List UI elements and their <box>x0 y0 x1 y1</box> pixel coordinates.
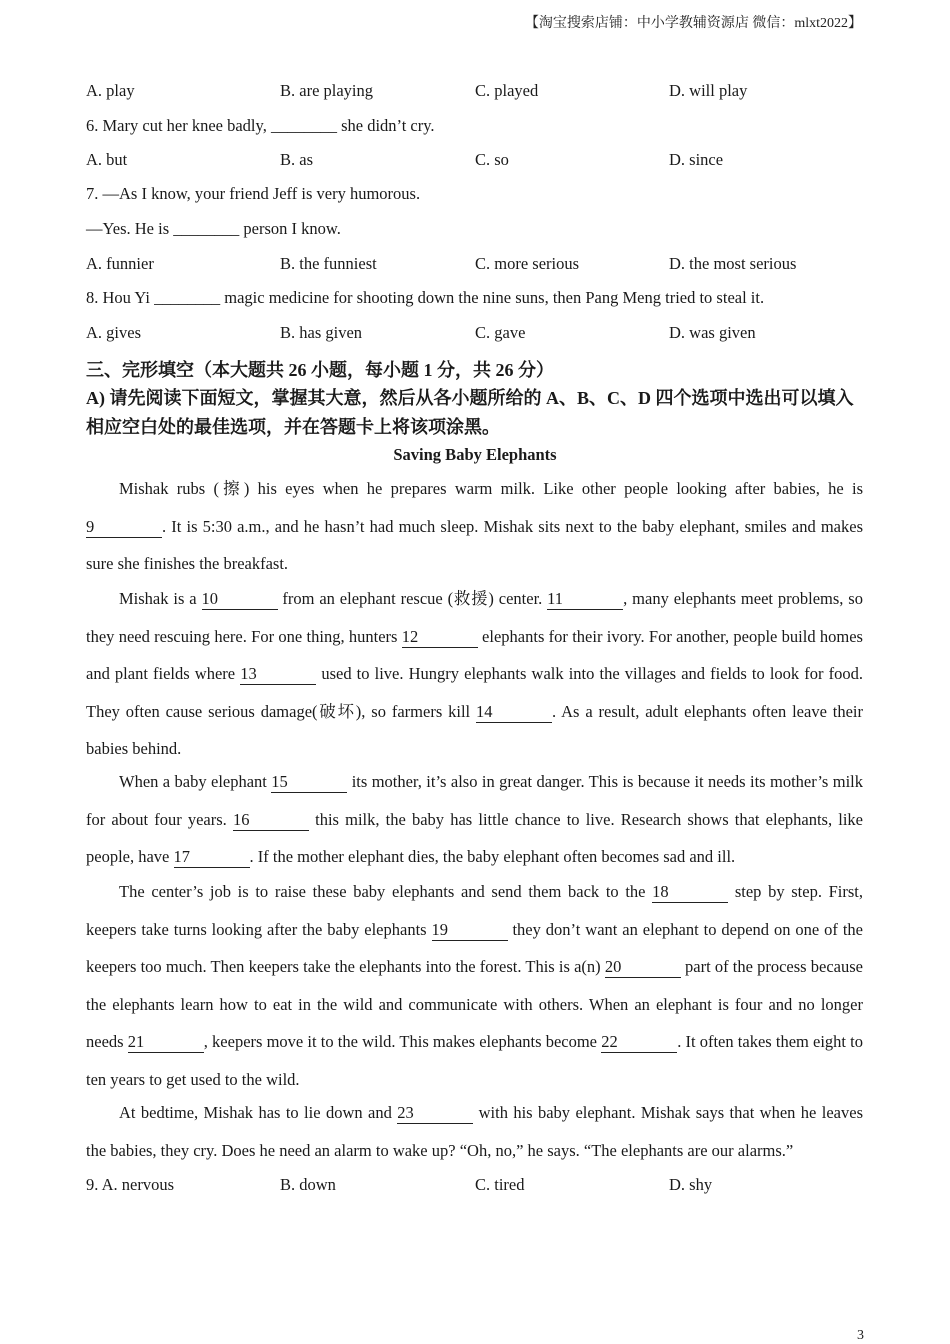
option-d[interactable]: D. was given <box>669 323 756 342</box>
q7-stem: 7. —As I know, your friend Jeff is very humorous. <box>86 184 421 203</box>
blank-9[interactable]: 9 <box>86 517 162 538</box>
blank-11[interactable]: 11 <box>547 589 623 610</box>
option-c[interactable]: C. so <box>475 150 509 169</box>
q8-stem: 8. Hou Yi ________ magic medicine for shooting down the nine suns, then Pang Meng tried to steal it. <box>86 288 765 307</box>
paragraph-4: The center’s job is to raise these baby elephants and send them back to the 18 step by step. First, keepers take turns looking after the baby elephants 19 they don’t want an elephant to depend on one of the keepers too much. Then keepers take the elephants into the forest. This is a(n) 20 part of the process because the elephants learn how to eat in the wild and communicate with others. When an elephant is four and no longer needs 21 , keepers move it to the wild. This makes elephants become 22 . It often takes them eight to ten years to get used to the wild. <box>86 882 864 1089</box>
option-a[interactable]: A. gives <box>86 323 141 342</box>
option-b[interactable]: B. down <box>280 1175 336 1194</box>
paragraph-3: When a baby elephant 15 its mother, it’s also in great danger. This is because it needs its mother’s milk for about four years. 16 this milk, the baby has little chance to live. Research shows that elephants, like people, have 17 . If the mother elephant dies, the baby elephant often becomes sad and ill. <box>86 772 864 866</box>
blank-10[interactable]: 10 <box>202 589 278 610</box>
section-title: 三、完形填空（本大题共 26 小题，每小题 1 分，共 26 分） <box>86 360 554 380</box>
q8-options <box>86 323 866 347</box>
option-d[interactable]: D. will play <box>669 81 748 100</box>
blank-18[interactable]: 18 <box>652 882 728 903</box>
q6-options <box>86 150 866 174</box>
option-a[interactable]: A. but <box>86 150 128 169</box>
blank-20[interactable]: 20 <box>605 957 681 978</box>
option-b[interactable]: B. are playing <box>280 81 374 100</box>
option-a[interactable]: 9. A. nervous <box>86 1175 174 1194</box>
q9-options <box>86 1175 866 1199</box>
option-c[interactable]: C. more serious <box>475 254 580 273</box>
option-b[interactable]: B. as <box>280 150 313 169</box>
q6-stem: 6. Mary cut her knee badly, ________ she didn’t cry. <box>86 116 435 135</box>
blank-17[interactable]: 17 <box>174 847 250 868</box>
option-a[interactable]: A. play <box>86 81 135 100</box>
blank-13[interactable]: 13 <box>240 664 316 685</box>
option-d[interactable]: D. the most serious <box>669 254 797 273</box>
option-b[interactable]: B. the funniest <box>280 254 377 273</box>
option-a[interactable]: A. funnier <box>86 254 154 273</box>
blank-22[interactable]: 22 <box>601 1032 677 1053</box>
blank-19[interactable]: 19 <box>432 920 508 941</box>
blank-12[interactable]: 12 <box>402 627 478 648</box>
q5-options <box>86 81 866 105</box>
paragraph-1: Mishak rubs (擦) his eyes when he prepares warm milk. Like other people looking after babies, he is 9 . It is 5:30 a.m., and he hasn’t had much sleep. Mishak sits next to the baby elephant, smiles and makes sure she finishes the breakfast. <box>86 479 863 573</box>
option-c[interactable]: C. tired <box>475 1175 525 1194</box>
blank-14[interactable]: 14 <box>476 702 552 723</box>
option-d[interactable]: D. shy <box>669 1175 713 1194</box>
option-c[interactable]: C. played <box>475 81 539 100</box>
page-header: 【淘宝搜索店铺：中小学教辅资源店 微信：mlxt2022】 <box>524 16 862 31</box>
blank-21[interactable]: 21 <box>128 1032 204 1053</box>
page-number: 3 <box>857 1328 864 1343</box>
blank-23[interactable]: 23 <box>397 1103 473 1124</box>
blank-16[interactable]: 16 <box>233 810 309 831</box>
q7-response: —Yes. He is ________ person I know. <box>86 219 341 238</box>
passage-title: Saving Baby Elephants <box>393 445 557 464</box>
option-d[interactable]: D. since <box>669 150 724 169</box>
paragraph-5: At bedtime, Mishak has to lie down and 23 with his baby elephant. Mishak says that when he leaves the babies, they cry. Does he need an alarm to wake up? “Oh, no,” he says. “The elephants are our alarms.” <box>86 1103 863 1160</box>
blank-15[interactable]: 15 <box>271 772 347 793</box>
q7-options <box>86 254 866 278</box>
option-b[interactable]: B. has given <box>280 323 363 342</box>
option-c[interactable]: C. gave <box>475 323 526 342</box>
section-instructions: A) 请先阅读下面短文，掌握其大意，然后从各小题所给的 A、B、C、D 四个选项中选出可以填入相应空白处的最佳选项，并在答题卡上将该项涂黑。 <box>86 388 854 437</box>
paragraph-2: Mishak is a 10 from an elephant rescue (救援) center. 11 , many elephants meet problems, so they need rescuing here. For one thing, hunters 12 elephants for their ivory. For another, people build homes and plant fields where 13 used to live. Hungry elephants walk into the villages and fields to look for food. They often cause serious damage(破坏), so farmers kill 14 . As a result, adult elephants often leave their babies behind. <box>86 589 864 758</box>
